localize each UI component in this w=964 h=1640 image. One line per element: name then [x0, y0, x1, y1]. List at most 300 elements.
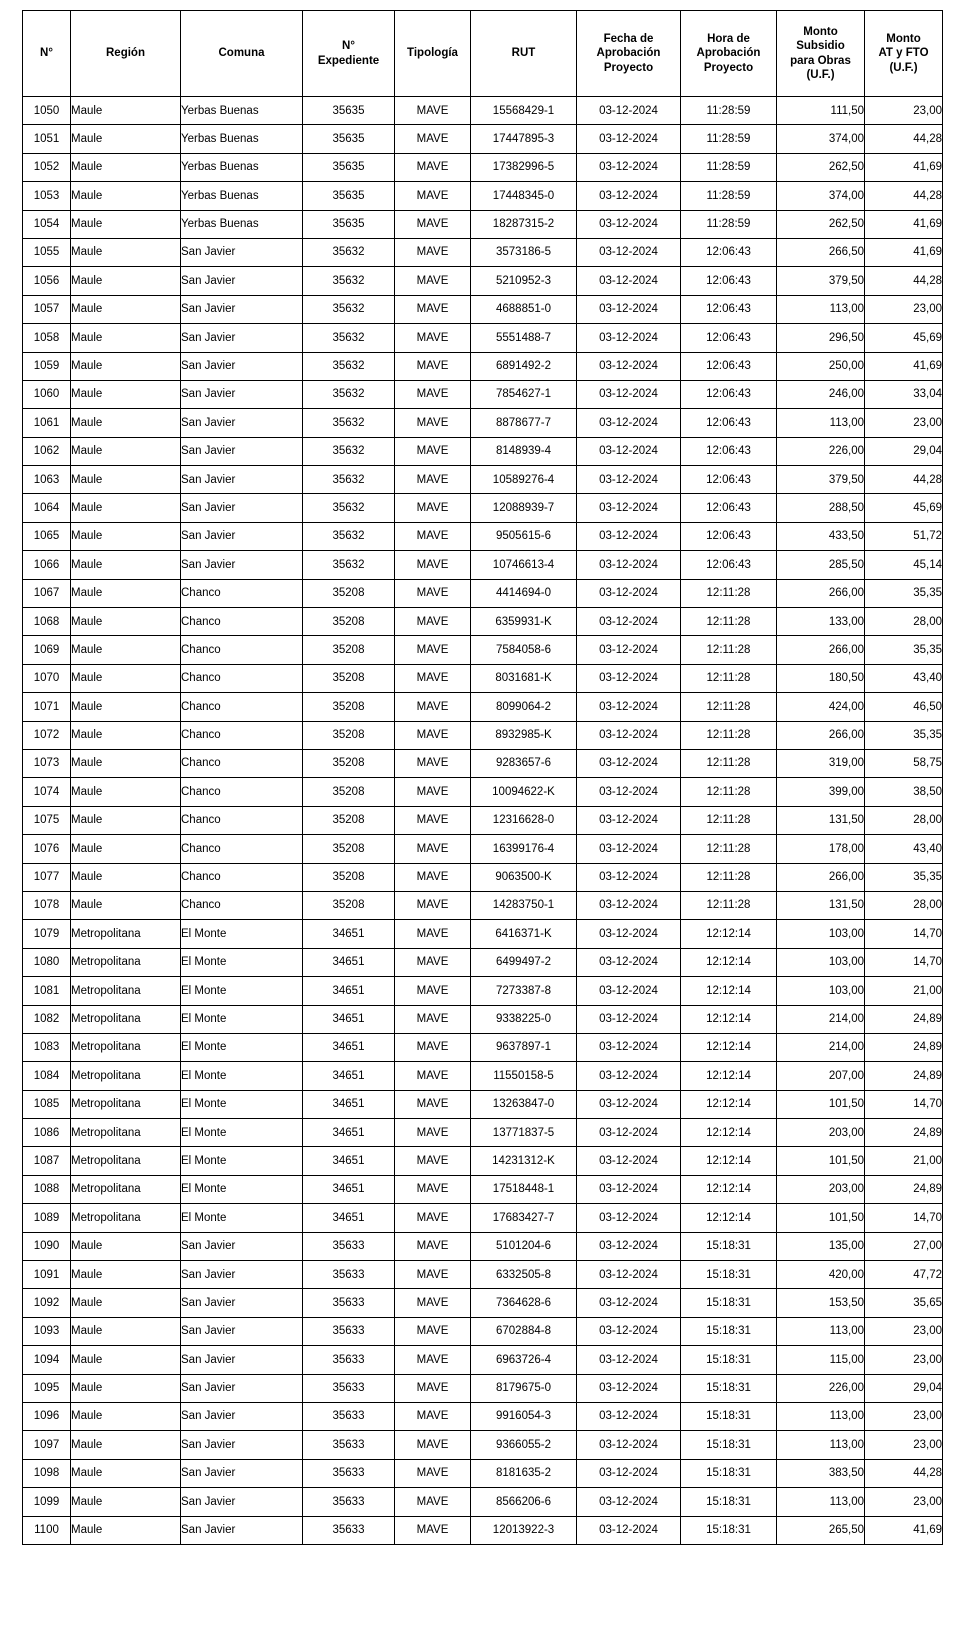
cell-tipologia: MAVE [395, 806, 471, 834]
cell-hora: 12:06:43 [681, 352, 777, 380]
cell-comuna: Yerbas Buenas [181, 182, 303, 210]
table-row [23, 324, 943, 352]
table-row [23, 1289, 943, 1317]
cell-n: 1091 [23, 1261, 71, 1289]
cell-n: 1063 [23, 466, 71, 494]
cell-hora: 12:12:14 [681, 1005, 777, 1033]
cell-monto-obras: 262,50 [777, 153, 865, 181]
cell-rut: 5101204-6 [471, 1232, 577, 1260]
cell-tipologia: MAVE [395, 1317, 471, 1345]
column-header-line: Región [106, 47, 145, 60]
cell-rut: 6702884-8 [471, 1317, 577, 1345]
cell-monto-at-fto: 47,72 [865, 1261, 943, 1289]
cell-fecha: 03-12-2024 [577, 778, 681, 806]
cell-region: Maule [71, 1459, 181, 1487]
cell-expediente: 35632 [303, 380, 395, 408]
table-row [23, 863, 943, 891]
cell-rut: 12316628-0 [471, 806, 577, 834]
cell-hora: 11:28:59 [681, 182, 777, 210]
cell-hora: 12:11:28 [681, 806, 777, 834]
cell-monto-at-fto: 35,35 [865, 721, 943, 749]
cell-comuna: Yerbas Buenas [181, 125, 303, 153]
cell-monto-obras: 203,00 [777, 1119, 865, 1147]
cell-expediente: 35632 [303, 295, 395, 323]
cell-monto-obras: 266,00 [777, 579, 865, 607]
cell-hora: 12:11:28 [681, 778, 777, 806]
cell-expediente: 35208 [303, 693, 395, 721]
table-row [23, 380, 943, 408]
cell-monto-obras: 103,00 [777, 920, 865, 948]
cell-monto-obras: 374,00 [777, 125, 865, 153]
cell-tipologia: MAVE [395, 636, 471, 664]
cell-monto-at-fto: 44,28 [865, 267, 943, 295]
column-header-line: N° [40, 47, 53, 60]
cell-comuna: Chanco [181, 636, 303, 664]
cell-monto-obras: 113,00 [777, 1431, 865, 1459]
cell-region: Maule [71, 1516, 181, 1544]
cell-rut: 10746613-4 [471, 551, 577, 579]
cell-rut: 8148939-4 [471, 437, 577, 465]
cell-region: Metropolitana [71, 977, 181, 1005]
cell-region: Maule [71, 1402, 181, 1430]
cell-n: 1059 [23, 352, 71, 380]
cell-monto-obras: 379,50 [777, 466, 865, 494]
table-row [23, 466, 943, 494]
cell-monto-at-fto: 58,75 [865, 749, 943, 777]
cell-fecha: 03-12-2024 [577, 1346, 681, 1374]
cell-expediente: 35633 [303, 1261, 395, 1289]
table-row [23, 1402, 943, 1430]
cell-expediente: 35208 [303, 636, 395, 664]
cell-rut: 6499497-2 [471, 948, 577, 976]
table-row [23, 409, 943, 437]
cell-rut: 9338225-0 [471, 1005, 577, 1033]
cell-monto-obras: 250,00 [777, 352, 865, 380]
cell-region: Metropolitana [71, 920, 181, 948]
table-row [23, 1204, 943, 1232]
cell-rut: 9366055-2 [471, 1431, 577, 1459]
cell-region: Maule [71, 267, 181, 295]
cell-region: Maule [71, 125, 181, 153]
column-header-line: Aprobación [696, 47, 761, 60]
cell-hora: 12:11:28 [681, 693, 777, 721]
cell-region: Maule [71, 664, 181, 692]
cell-n: 1064 [23, 494, 71, 522]
cell-comuna: San Javier [181, 1346, 303, 1374]
cell-hora: 15:18:31 [681, 1346, 777, 1374]
cell-monto-obras: 266,00 [777, 863, 865, 891]
cell-hora: 12:12:14 [681, 1175, 777, 1203]
cell-monto-obras: 266,00 [777, 721, 865, 749]
cell-expediente: 35633 [303, 1232, 395, 1260]
cell-comuna: El Monte [181, 948, 303, 976]
column-header-hora [681, 11, 777, 97]
cell-hora: 15:18:31 [681, 1289, 777, 1317]
table-row [23, 579, 943, 607]
cell-tipologia: MAVE [395, 1431, 471, 1459]
table-row [23, 182, 943, 210]
cell-monto-at-fto: 23,00 [865, 97, 943, 125]
column-header-line: RUT [511, 47, 536, 60]
cell-monto-obras: 266,50 [777, 238, 865, 266]
cell-monto-at-fto: 45,69 [865, 324, 943, 352]
cell-expediente: 35633 [303, 1289, 395, 1317]
cell-monto-obras: 266,00 [777, 636, 865, 664]
cell-region: Maule [71, 806, 181, 834]
cell-region: Maule [71, 437, 181, 465]
cell-monto-obras: 101,50 [777, 1204, 865, 1232]
cell-monto-at-fto: 45,14 [865, 551, 943, 579]
cell-expediente: 34651 [303, 1005, 395, 1033]
cell-region: Metropolitana [71, 1147, 181, 1175]
cell-hora: 15:18:31 [681, 1488, 777, 1516]
cell-fecha: 03-12-2024 [577, 977, 681, 1005]
cell-rut: 10094622-K [471, 778, 577, 806]
column-header-line: Proyecto [603, 61, 654, 74]
cell-region: Maule [71, 409, 181, 437]
cell-comuna: Chanco [181, 664, 303, 692]
cell-n: 1082 [23, 1005, 71, 1033]
cell-hora: 12:06:43 [681, 494, 777, 522]
cell-n: 1056 [23, 267, 71, 295]
table-row [23, 1374, 943, 1402]
column-header-rut [471, 11, 577, 97]
cell-expediente: 35208 [303, 749, 395, 777]
cell-region: Maule [71, 97, 181, 125]
cell-monto-obras: 226,00 [777, 437, 865, 465]
cell-rut: 8932985-K [471, 721, 577, 749]
table-row [23, 1488, 943, 1516]
table-row [23, 1175, 943, 1203]
cell-comuna: Chanco [181, 693, 303, 721]
cell-region: Maule [71, 636, 181, 664]
cell-rut: 7364628-6 [471, 1289, 577, 1317]
cell-n: 1092 [23, 1289, 71, 1317]
cell-tipologia: MAVE [395, 835, 471, 863]
cell-fecha: 03-12-2024 [577, 863, 681, 891]
cell-comuna: San Javier [181, 267, 303, 295]
cell-rut: 10589276-4 [471, 466, 577, 494]
cell-fecha: 03-12-2024 [577, 693, 681, 721]
cell-hora: 15:18:31 [681, 1374, 777, 1402]
table-row [23, 1317, 943, 1345]
cell-comuna: San Javier [181, 1431, 303, 1459]
cell-n: 1080 [23, 948, 71, 976]
cell-comuna: El Monte [181, 1033, 303, 1061]
cell-monto-at-fto: 14,70 [865, 948, 943, 976]
cell-fecha: 03-12-2024 [577, 324, 681, 352]
cell-tipologia: MAVE [395, 693, 471, 721]
cell-expediente: 34651 [303, 1204, 395, 1232]
cell-fecha: 03-12-2024 [577, 749, 681, 777]
cell-tipologia: MAVE [395, 551, 471, 579]
cell-n: 1088 [23, 1175, 71, 1203]
cell-fecha: 03-12-2024 [577, 579, 681, 607]
cell-expediente: 35635 [303, 182, 395, 210]
cell-expediente: 34651 [303, 977, 395, 1005]
cell-n: 1089 [23, 1204, 71, 1232]
cell-n: 1071 [23, 693, 71, 721]
column-header-line: Subsidio [796, 40, 845, 53]
cell-n: 1058 [23, 324, 71, 352]
cell-tipologia: MAVE [395, 267, 471, 295]
table-row [23, 693, 943, 721]
cell-fecha: 03-12-2024 [577, 182, 681, 210]
cell-monto-obras: 153,50 [777, 1289, 865, 1317]
cell-monto-at-fto: 23,00 [865, 1346, 943, 1374]
cell-region: Metropolitana [71, 948, 181, 976]
cell-monto-at-fto: 23,00 [865, 1488, 943, 1516]
column-header-line: Monto [803, 25, 838, 38]
cell-monto-at-fto: 46,50 [865, 693, 943, 721]
cell-n: 1062 [23, 437, 71, 465]
cell-monto-at-fto: 44,28 [865, 1459, 943, 1487]
column-header-line: Proyecto [703, 61, 754, 74]
cell-expediente: 34651 [303, 948, 395, 976]
cell-comuna: El Monte [181, 1005, 303, 1033]
cell-region: Maule [71, 466, 181, 494]
cell-tipologia: MAVE [395, 125, 471, 153]
cell-fecha: 03-12-2024 [577, 1402, 681, 1430]
cell-monto-at-fto: 38,50 [865, 778, 943, 806]
cell-region: Metropolitana [71, 1204, 181, 1232]
table-row [23, 1346, 943, 1374]
cell-monto-obras: 178,00 [777, 835, 865, 863]
cell-monto-obras: 111,50 [777, 97, 865, 125]
cell-monto-obras: 374,00 [777, 182, 865, 210]
cell-n: 1096 [23, 1402, 71, 1430]
cell-tipologia: MAVE [395, 778, 471, 806]
column-header-tipologia [395, 11, 471, 97]
cell-tipologia: MAVE [395, 1090, 471, 1118]
table-row [23, 664, 943, 692]
column-header-line: Comuna [218, 47, 265, 60]
table-row [23, 352, 943, 380]
cell-n: 1074 [23, 778, 71, 806]
cell-n: 1093 [23, 1317, 71, 1345]
table-row [23, 1062, 943, 1090]
cell-monto-obras: 131,50 [777, 891, 865, 919]
table-row [23, 1119, 943, 1147]
cell-rut: 12088939-7 [471, 494, 577, 522]
table-row [23, 1431, 943, 1459]
cell-monto-obras: 214,00 [777, 1033, 865, 1061]
cell-hora: 12:11:28 [681, 664, 777, 692]
cell-n: 1060 [23, 380, 71, 408]
table-row [23, 1232, 943, 1260]
cell-monto-at-fto: 27,00 [865, 1232, 943, 1260]
cell-n: 1051 [23, 125, 71, 153]
cell-monto-at-fto: 43,40 [865, 664, 943, 692]
cell-tipologia: MAVE [395, 324, 471, 352]
cell-rut: 7854627-1 [471, 380, 577, 408]
cell-n: 1065 [23, 522, 71, 550]
cell-region: Maule [71, 835, 181, 863]
cell-rut: 12013922-3 [471, 1516, 577, 1544]
cell-fecha: 03-12-2024 [577, 125, 681, 153]
table-row [23, 238, 943, 266]
cell-n: 1081 [23, 977, 71, 1005]
table-header [23, 11, 943, 97]
table-row [23, 806, 943, 834]
cell-fecha: 03-12-2024 [577, 295, 681, 323]
cell-rut: 6416371-K [471, 920, 577, 948]
cell-tipologia: MAVE [395, 494, 471, 522]
cell-expediente: 35635 [303, 153, 395, 181]
cell-rut: 14231312-K [471, 1147, 577, 1175]
cell-n: 1053 [23, 182, 71, 210]
cell-region: Maule [71, 295, 181, 323]
cell-tipologia: MAVE [395, 1005, 471, 1033]
cell-monto-at-fto: 35,35 [865, 579, 943, 607]
column-header-line: Aprobación [596, 47, 661, 60]
cell-n: 1072 [23, 721, 71, 749]
cell-monto-at-fto: 24,89 [865, 1033, 943, 1061]
cell-n: 1075 [23, 806, 71, 834]
cell-hora: 15:18:31 [681, 1459, 777, 1487]
column-header-line: Monto [886, 32, 921, 45]
table-row [23, 891, 943, 919]
cell-n: 1087 [23, 1147, 71, 1175]
cell-comuna: San Javier [181, 1289, 303, 1317]
cell-tipologia: MAVE [395, 1119, 471, 1147]
cell-expediente: 35632 [303, 352, 395, 380]
table-row [23, 1090, 943, 1118]
cell-rut: 13263847-0 [471, 1090, 577, 1118]
cell-expediente: 35208 [303, 891, 395, 919]
column-header-line: Tipología [407, 47, 458, 60]
cell-comuna: El Monte [181, 1119, 303, 1147]
cell-comuna: El Monte [181, 1204, 303, 1232]
cell-region: Maule [71, 1317, 181, 1345]
cell-hora: 12:12:14 [681, 1119, 777, 1147]
cell-rut: 7584058-6 [471, 636, 577, 664]
cell-tipologia: MAVE [395, 210, 471, 238]
cell-expediente: 35633 [303, 1431, 395, 1459]
cell-fecha: 03-12-2024 [577, 891, 681, 919]
cell-region: Maule [71, 749, 181, 777]
cell-comuna: Chanco [181, 863, 303, 891]
cell-hora: 12:12:14 [681, 1062, 777, 1090]
cell-rut: 8878677-7 [471, 409, 577, 437]
cell-rut: 9637897-1 [471, 1033, 577, 1061]
column-header-expediente [303, 11, 395, 97]
cell-hora: 15:18:31 [681, 1317, 777, 1345]
cell-expediente: 35632 [303, 324, 395, 352]
cell-fecha: 03-12-2024 [577, 437, 681, 465]
cell-monto-at-fto: 23,00 [865, 1317, 943, 1345]
cell-comuna: San Javier [181, 1261, 303, 1289]
table-header-row [23, 11, 943, 97]
cell-hora: 12:11:28 [681, 721, 777, 749]
column-header-fecha [577, 11, 681, 97]
column-header-comuna [181, 11, 303, 97]
cell-n: 1067 [23, 579, 71, 607]
cell-hora: 12:06:43 [681, 380, 777, 408]
cell-expediente: 35208 [303, 721, 395, 749]
cell-comuna: Chanco [181, 778, 303, 806]
cell-monto-obras: 131,50 [777, 806, 865, 834]
cell-monto-obras: 319,00 [777, 749, 865, 777]
cell-expediente: 35633 [303, 1402, 395, 1430]
cell-rut: 15568429-1 [471, 97, 577, 125]
table-row [23, 551, 943, 579]
cell-region: Maule [71, 1261, 181, 1289]
cell-hora: 12:11:28 [681, 749, 777, 777]
column-header-region [71, 11, 181, 97]
table-row [23, 608, 943, 636]
cell-comuna: El Monte [181, 977, 303, 1005]
cell-monto-at-fto: 24,89 [865, 1119, 943, 1147]
cell-fecha: 03-12-2024 [577, 1261, 681, 1289]
cell-hora: 11:28:59 [681, 210, 777, 238]
cell-region: Maule [71, 778, 181, 806]
cell-rut: 13771837-5 [471, 1119, 577, 1147]
cell-monto-at-fto: 44,28 [865, 466, 943, 494]
cell-tipologia: MAVE [395, 608, 471, 636]
cell-comuna: San Javier [181, 1374, 303, 1402]
cell-tipologia: MAVE [395, 466, 471, 494]
cell-monto-at-fto: 45,69 [865, 494, 943, 522]
cell-expediente: 35208 [303, 608, 395, 636]
cell-comuna: El Monte [181, 1090, 303, 1118]
cell-expediente: 35632 [303, 494, 395, 522]
cell-monto-obras: 101,50 [777, 1090, 865, 1118]
cell-rut: 17448345-0 [471, 182, 577, 210]
cell-fecha: 03-12-2024 [577, 835, 681, 863]
cell-comuna: Yerbas Buenas [181, 210, 303, 238]
cell-region: Maule [71, 693, 181, 721]
cell-monto-at-fto: 21,00 [865, 977, 943, 1005]
cell-expediente: 35208 [303, 579, 395, 607]
cell-comuna: Chanco [181, 806, 303, 834]
cell-monto-obras: 420,00 [777, 1261, 865, 1289]
cell-tipologia: MAVE [395, 1488, 471, 1516]
cell-fecha: 03-12-2024 [577, 1516, 681, 1544]
cell-rut: 17447895-3 [471, 125, 577, 153]
cell-expediente: 35633 [303, 1374, 395, 1402]
cell-comuna: San Javier [181, 1516, 303, 1544]
cell-monto-obras: 115,00 [777, 1346, 865, 1374]
cell-fecha: 03-12-2024 [577, 210, 681, 238]
cell-fecha: 03-12-2024 [577, 97, 681, 125]
cell-n: 1078 [23, 891, 71, 919]
cell-monto-at-fto: 29,04 [865, 437, 943, 465]
cell-tipologia: MAVE [395, 1062, 471, 1090]
cell-monto-obras: 214,00 [777, 1005, 865, 1033]
cell-monto-at-fto: 24,89 [865, 1175, 943, 1203]
cell-hora: 15:18:31 [681, 1232, 777, 1260]
column-header-line: (U.F.) [889, 61, 918, 74]
cell-fecha: 03-12-2024 [577, 1062, 681, 1090]
cell-expediente: 34651 [303, 1062, 395, 1090]
cell-monto-obras: 207,00 [777, 1062, 865, 1090]
cell-comuna: San Javier [181, 494, 303, 522]
cell-monto-obras: 113,00 [777, 1488, 865, 1516]
cell-comuna: San Javier [181, 1459, 303, 1487]
cell-monto-obras: 399,00 [777, 778, 865, 806]
cell-monto-at-fto: 23,00 [865, 295, 943, 323]
cell-expediente: 35632 [303, 409, 395, 437]
cell-rut: 6891492-2 [471, 352, 577, 380]
table-row [23, 1261, 943, 1289]
cell-region: Metropolitana [71, 1062, 181, 1090]
cell-hora: 12:06:43 [681, 437, 777, 465]
cell-monto-obras: 226,00 [777, 1374, 865, 1402]
cell-hora: 12:12:14 [681, 1090, 777, 1118]
cell-comuna: San Javier [181, 437, 303, 465]
cell-monto-at-fto: 41,69 [865, 352, 943, 380]
